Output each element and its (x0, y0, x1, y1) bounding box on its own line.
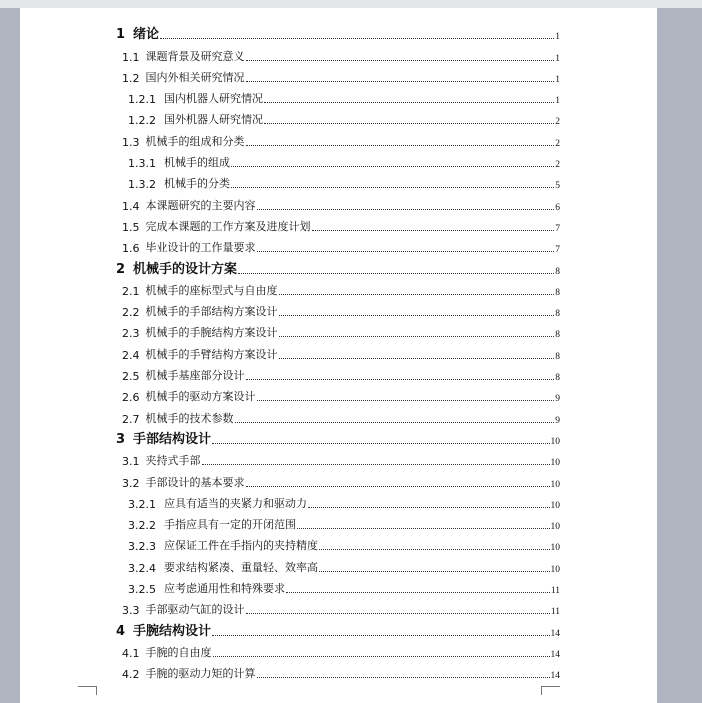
toc-entry-page-number: 1 (555, 32, 560, 43)
toc-entry-page-number: 7 (555, 223, 560, 234)
toc-leader-dots (297, 528, 550, 529)
toc-entry-number: 3.2.4 (128, 561, 156, 575)
toc-entry-number: 2.4 (122, 348, 140, 362)
toc-entry[interactable] (116, 321, 560, 342)
toc-entry-title: 毕业设计的工作量要求 (145, 241, 256, 255)
toc-leader-dots (202, 464, 550, 465)
toc-entry-number: 1.3.2 (128, 178, 156, 192)
toc-entry-title: 国内机器人研究情况 (164, 92, 263, 106)
toc-entry[interactable] (116, 257, 560, 278)
toc-entry[interactable] (116, 44, 560, 65)
toc-entry[interactable] (116, 449, 560, 470)
toc-entry[interactable] (116, 300, 560, 321)
toc-entry[interactable] (116, 641, 560, 662)
toc-entry[interactable] (116, 406, 560, 427)
toc-entry-page-number: 2 (555, 117, 560, 128)
toc-leader-dots (235, 422, 555, 423)
toc-entry-number: 3.2 (122, 476, 140, 490)
toc-entry-number: 1.5 (122, 220, 140, 234)
toc-leader-dots (246, 379, 555, 380)
toc-entry-title: 国外机器人研究情况 (164, 113, 263, 127)
toc-entry-title: 机械手的组成和分类 (145, 134, 245, 148)
toc-leader-dots (264, 102, 554, 103)
toc-entry-title: 绪论 (133, 27, 160, 43)
toc-entry-page-number: 8 (555, 266, 560, 277)
toc-entry[interactable] (116, 23, 560, 44)
toc-entry-page-number: 7 (555, 245, 560, 256)
toc-entry-number: 3.2.2 (128, 519, 156, 533)
toc-entry[interactable] (116, 428, 560, 449)
toc-entry-title: 手腕结构设计 (133, 623, 212, 639)
toc-entry-page-number: 5 (555, 181, 560, 192)
toc-entry[interactable] (116, 492, 560, 513)
toc-leader-dots (238, 273, 554, 274)
toc-entry[interactable] (116, 66, 560, 87)
toc-entry-page-number: 8 (555, 373, 560, 384)
toc-entry[interactable] (116, 577, 560, 598)
window-top-bar (0, 0, 702, 8)
toc-leader-dots (213, 656, 550, 657)
toc-entry-number: 2.7 (122, 412, 140, 426)
toc-entry-title: 机械手的手部结构方案设计 (145, 305, 278, 319)
toc-entry[interactable] (116, 236, 560, 257)
toc-leader-dots (160, 38, 554, 39)
toc-entry-page-number: 8 (555, 351, 560, 362)
toc-entry[interactable] (116, 129, 560, 150)
toc-entry[interactable] (116, 279, 560, 300)
toc-entry-title: 机械手的设计方案 (133, 261, 238, 277)
toc-entry[interactable] (116, 364, 560, 385)
toc-entry-number: 1 (116, 27, 126, 43)
toc-leader-dots (319, 549, 550, 550)
toc-entry-number: 2 (116, 261, 126, 277)
toc-entry[interactable] (116, 662, 560, 683)
table-of-contents (116, 23, 560, 683)
toc-entry[interactable] (116, 598, 560, 619)
toc-entry-title: 机械手的手腕结构方案设计 (145, 326, 278, 340)
toc-leader-dots (212, 635, 549, 636)
toc-leader-dots (319, 571, 550, 572)
toc-entry[interactable] (116, 172, 560, 193)
toc-entry[interactable] (116, 215, 560, 236)
toc-entry-page-number: 10 (550, 436, 560, 447)
toc-entry-page-number: 8 (555, 309, 560, 320)
toc-entry-page-number: 2 (555, 138, 560, 149)
toc-entry-page-number: 1 (555, 74, 560, 85)
toc-entry[interactable] (116, 385, 560, 406)
toc-entry-number: 3.2.5 (128, 583, 156, 597)
toc-leader-dots (212, 443, 549, 444)
toc-entry-title: 手部设计的基本要求 (145, 475, 245, 489)
toc-entry-title: 机械手的组成 (164, 156, 230, 170)
toc-entry-page-number: 14 (550, 628, 560, 639)
toc-entry-number: 3.1 (122, 455, 140, 469)
toc-entry-page-number: 11 (550, 586, 560, 597)
toc-leader-dots (246, 60, 555, 61)
toc-entry-number: 1.2.1 (128, 93, 156, 107)
toc-entry-number: 2.5 (122, 370, 140, 384)
toc-entry-page-number: 10 (550, 479, 560, 490)
page-corner-mark-left (78, 686, 97, 695)
toc-leader-dots (279, 336, 555, 337)
toc-entry-page-number: 10 (550, 500, 560, 511)
toc-entry-page-number: 11 (550, 607, 560, 618)
toc-entry-number: 1.2 (122, 71, 140, 85)
toc-entry-number: 2.2 (122, 306, 140, 320)
toc-entry-title: 本课题研究的主要内容 (145, 198, 256, 212)
toc-entry-number: 3.2.1 (128, 497, 156, 511)
toc-entry-page-number: 10 (550, 564, 560, 575)
toc-entry-title: 机械手的驱动方案设计 (145, 390, 256, 404)
toc-entry-title: 应保证工件在手指内的夹持精度 (164, 539, 318, 553)
toc-leader-dots (246, 486, 550, 487)
toc-entry[interactable] (116, 342, 560, 363)
toc-entry-number: 3 (116, 431, 126, 447)
toc-entry-title: 手腕的驱动力矩的计算 (145, 667, 256, 681)
toc-leader-dots (257, 677, 550, 678)
toc-entry[interactable] (116, 193, 560, 214)
toc-entry-title: 要求结构紧凑、重量轻、效率高 (164, 560, 318, 574)
toc-entry-number: 2.6 (122, 391, 140, 405)
toc-leader-dots (246, 145, 555, 146)
toc-entry[interactable] (116, 151, 560, 172)
toc-leader-dots (231, 166, 554, 167)
toc-leader-dots (279, 315, 555, 316)
toc-entry-title: 手指应具有一定的开闭范围 (164, 518, 296, 532)
page-corner-mark-right (541, 686, 560, 695)
toc-entry-title: 课题背景及研究意义 (145, 49, 245, 63)
toc-entry-number: 1.1 (122, 50, 140, 64)
toc-entry-page-number: 10 (550, 543, 560, 554)
toc-entry-title: 夹持式手部 (145, 454, 201, 468)
toc-entry[interactable] (116, 108, 560, 129)
toc-entry-number: 1.3 (122, 135, 140, 149)
toc-entry-title: 手部驱动气缸的设计 (145, 603, 245, 617)
toc-entry[interactable] (116, 513, 560, 534)
toc-entry-page-number: 9 (555, 394, 560, 405)
toc-entry-number: 4.2 (122, 668, 140, 682)
toc-entry-page-number: 8 (555, 287, 560, 298)
toc-leader-dots (257, 209, 555, 210)
toc-entry-title: 机械手的分类 (164, 177, 230, 191)
toc-entry-number: 2.1 (122, 284, 140, 298)
toc-entry-number: 1.4 (122, 199, 140, 213)
toc-leader-dots (279, 294, 555, 295)
toc-leader-dots (279, 358, 555, 359)
toc-entry-page-number: 8 (555, 330, 560, 341)
toc-leader-dots (312, 230, 555, 231)
toc-entry-number: 4 (116, 623, 126, 639)
toc-leader-dots (264, 123, 554, 124)
toc-entry[interactable] (116, 87, 560, 108)
toc-entry-page-number: 14 (550, 671, 560, 682)
toc-entry-page-number: 14 (550, 649, 560, 660)
toc-leader-dots (308, 507, 550, 508)
toc-entry-title: 应考虑通用性和特殊要求 (164, 582, 285, 596)
toc-entry-number: 1.2.2 (128, 114, 156, 128)
toc-entry-title: 应具有适当的夹紧力和驱动力 (164, 496, 307, 510)
toc-entry-number: 3.2.3 (128, 540, 156, 554)
toc-entry-title: 机械手基座部分设计 (145, 369, 245, 383)
toc-entry-title: 机械手的手臂结构方案设计 (145, 347, 278, 361)
toc-leader-dots (246, 613, 550, 614)
toc-entry-number: 1.6 (122, 242, 140, 256)
toc-entry-number: 1.3.1 (128, 157, 156, 171)
toc-leader-dots (286, 592, 550, 593)
toc-entry[interactable] (116, 534, 560, 555)
toc-leader-dots (246, 81, 555, 82)
toc-entry-page-number: 10 (550, 458, 560, 469)
toc-entry-number: 2.3 (122, 327, 140, 341)
toc-entry-page-number: 2 (555, 160, 560, 171)
toc-leader-dots (257, 251, 555, 252)
toc-entry-number: 4.1 (122, 646, 140, 660)
toc-entry-page-number: 1 (555, 53, 560, 64)
toc-entry-title: 国内外相关研究情况 (145, 70, 245, 84)
toc-entry-page-number: 1 (555, 96, 560, 107)
toc-entry-page-number: 10 (550, 522, 560, 533)
toc-leader-dots (257, 400, 555, 401)
toc-entry-number: 3.3 (122, 604, 140, 618)
toc-leader-dots (231, 187, 554, 188)
document-page (20, 8, 657, 703)
toc-entry-title: 手腕的自由度 (145, 645, 212, 659)
toc-entry[interactable] (116, 555, 560, 576)
toc-entry-title: 机械手的技术参数 (145, 411, 234, 425)
toc-entry[interactable] (116, 619, 560, 640)
toc-entry-title: 机械手的座标型式与自由度 (145, 283, 278, 297)
toc-entry[interactable] (116, 470, 560, 491)
toc-entry-page-number: 9 (555, 415, 560, 426)
toc-entry-page-number: 6 (555, 202, 560, 213)
toc-entry-title: 完成本课题的工作方案及进度计划 (145, 219, 311, 233)
toc-entry-title: 手部结构设计 (133, 431, 212, 447)
